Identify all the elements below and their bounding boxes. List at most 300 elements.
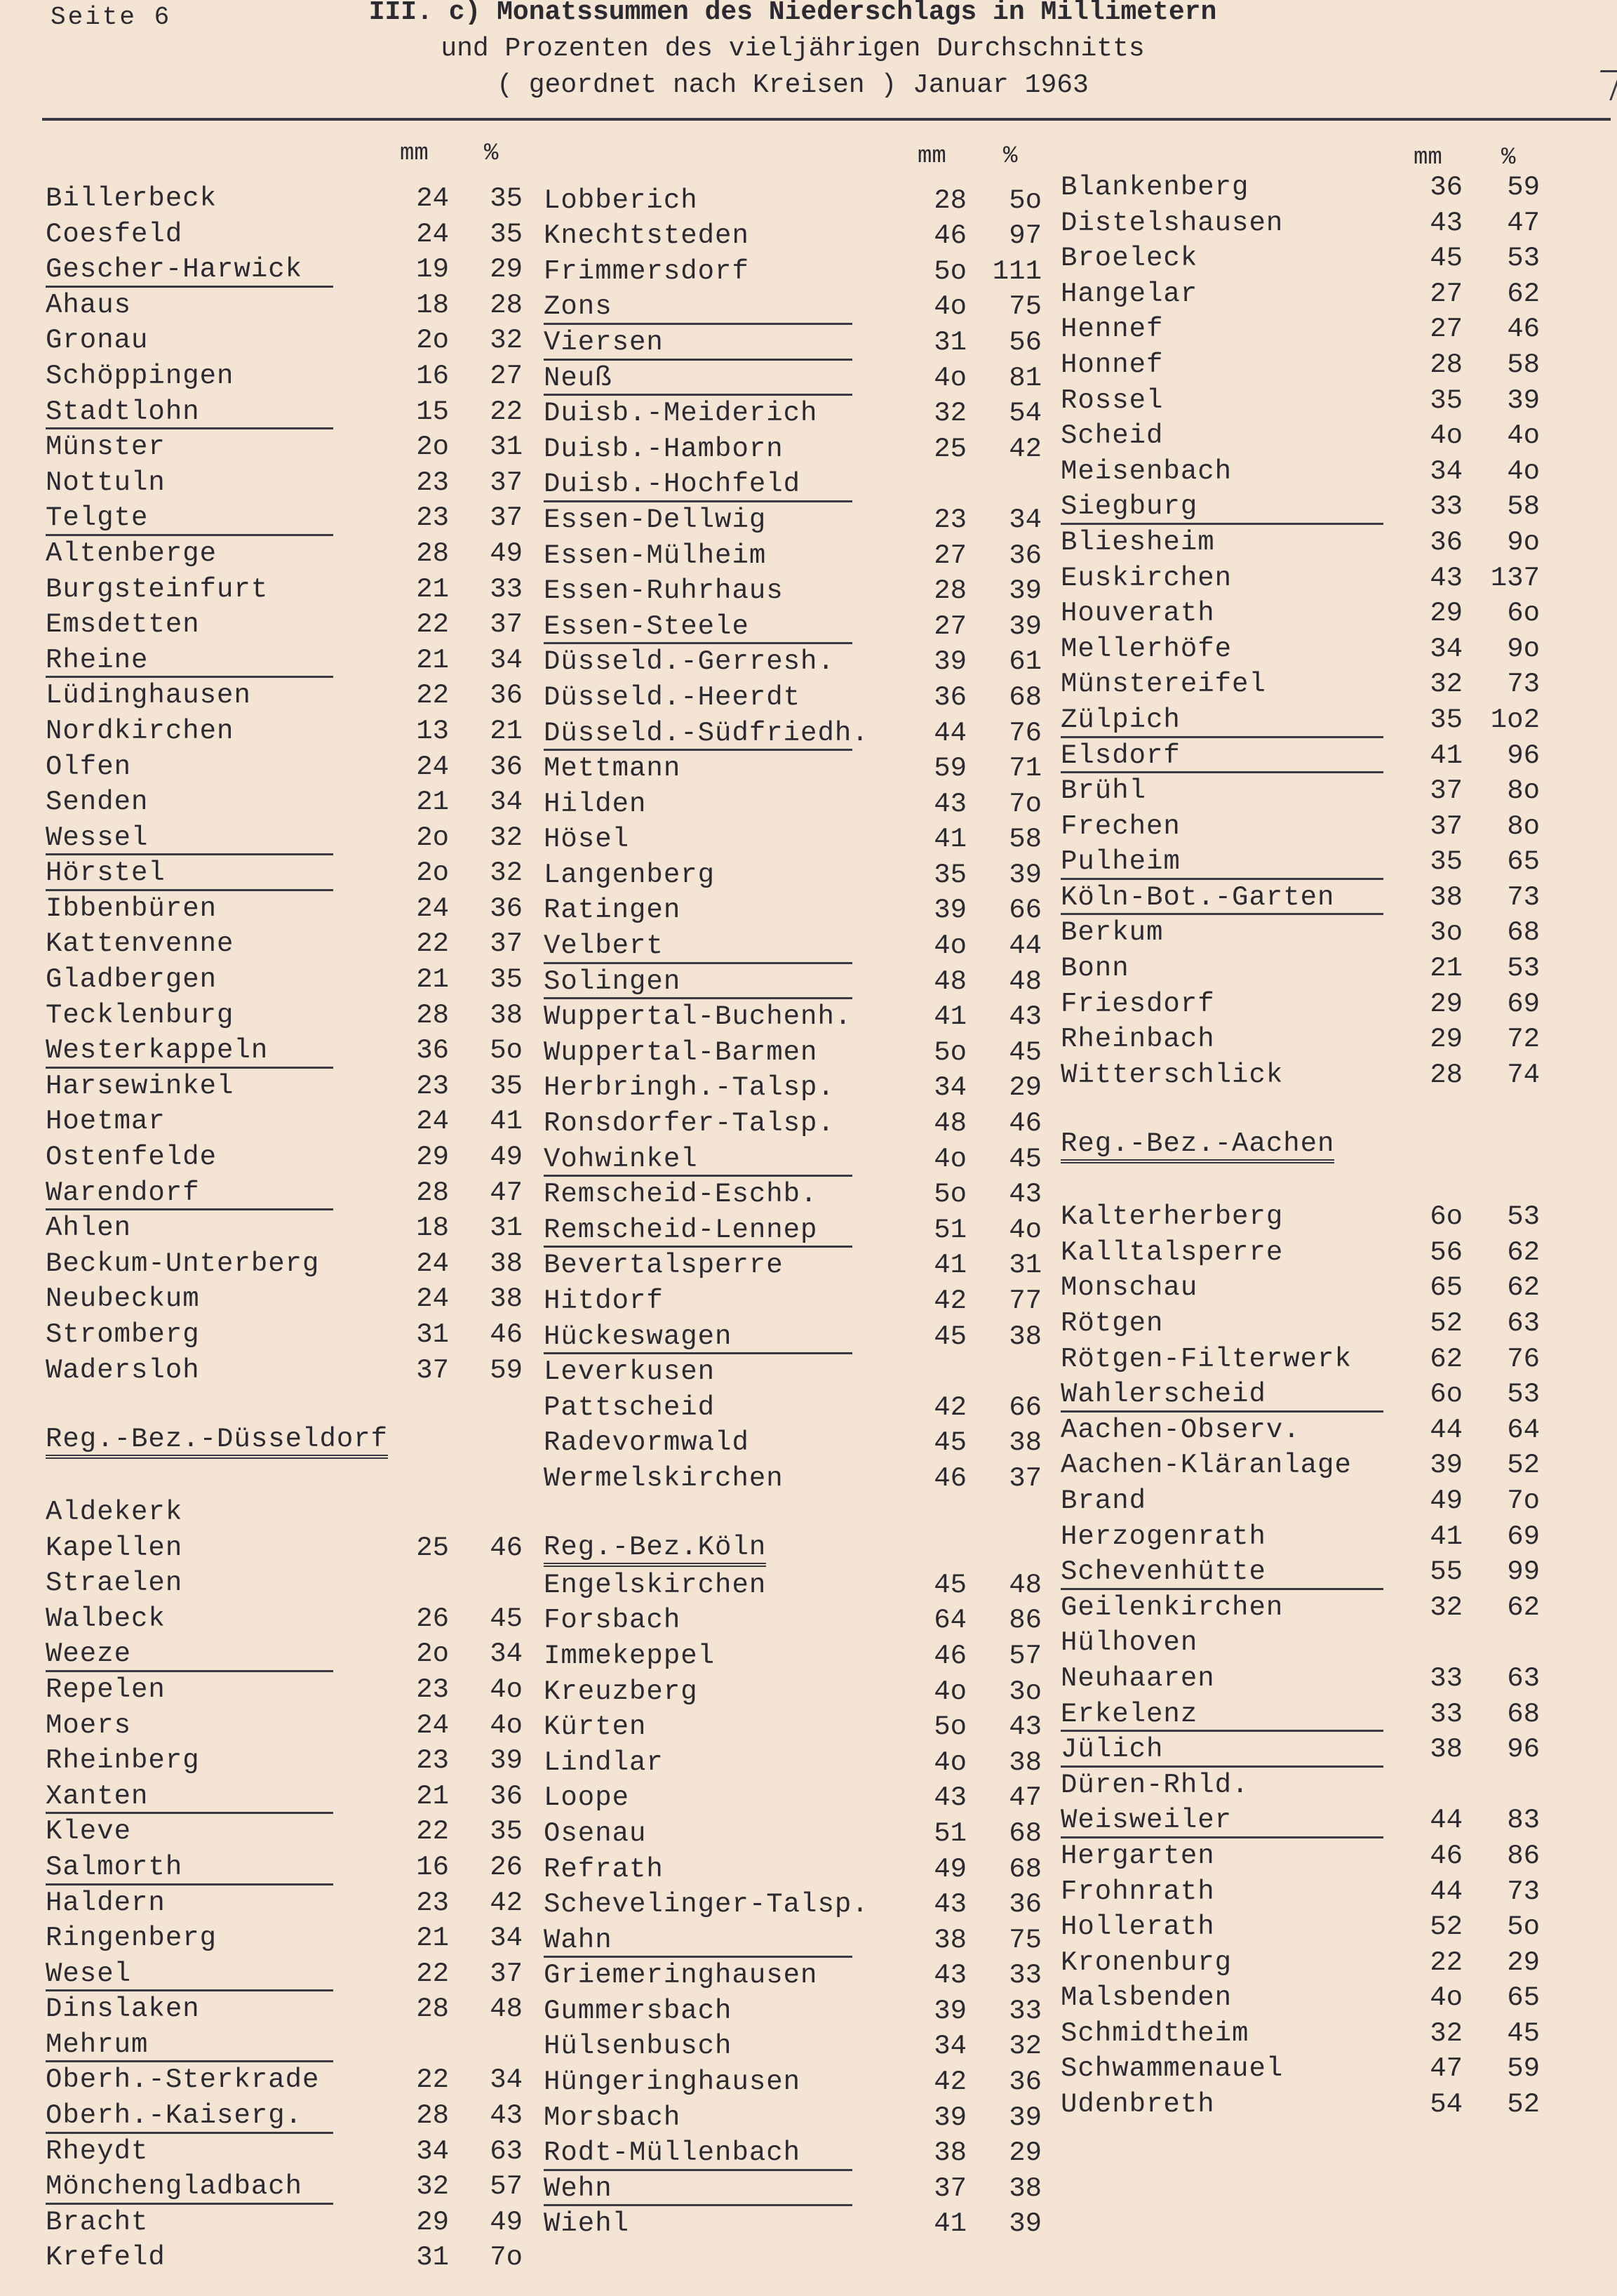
station-row xyxy=(46,1814,530,1850)
station-row xyxy=(1061,1909,1547,1945)
station-name: Bonn xyxy=(1061,953,1129,985)
percent-value: 42 xyxy=(1009,433,1042,465)
region-name: Reg.-Bez.-Düsseldorf xyxy=(46,1424,388,1459)
percent-value: 73 xyxy=(1507,1876,1540,1907)
station-name: Siegburg xyxy=(1061,491,1198,523)
percent-value: 35 xyxy=(490,1816,523,1848)
corner-mark xyxy=(1590,70,1617,100)
station-row xyxy=(544,1425,1049,1461)
station-name: Olfen xyxy=(46,751,132,782)
station-name: Mettmann xyxy=(544,753,681,785)
station-row xyxy=(1061,418,1547,454)
station-name: Lüdinghausen xyxy=(46,680,251,712)
station-row xyxy=(46,2205,530,2241)
station-name: Wadersloh xyxy=(46,1354,200,1386)
station-row xyxy=(1061,1697,1547,1733)
station-row xyxy=(544,1497,1049,1533)
station-name: Kürten xyxy=(544,1711,647,1743)
mm-value: 32 xyxy=(1430,2017,1463,2049)
percent-value: 4o xyxy=(1507,455,1540,487)
percent-value: 65 xyxy=(1507,846,1540,878)
mm-value: 29 xyxy=(1430,598,1463,629)
mm-value: 52 xyxy=(1430,1308,1463,1339)
percent-value: 62 xyxy=(1507,1272,1540,1304)
station-name: Honnef xyxy=(1061,349,1164,380)
station-row xyxy=(46,2169,530,2205)
station-row xyxy=(1061,1093,1547,1128)
station-row xyxy=(46,926,530,962)
mm-value: 22 xyxy=(416,1958,449,1989)
station-row xyxy=(1061,1803,1547,1838)
percent-value: 39 xyxy=(1009,575,1042,607)
station-row xyxy=(46,252,530,288)
station-name: Griemeringhausen xyxy=(544,1960,818,1991)
title-line-1: III. c) Monatssummen des Niederschlags in Millimetern xyxy=(368,0,1217,27)
mm-value: 23 xyxy=(416,1674,449,1705)
station-row xyxy=(46,536,530,572)
percent-value: 47 xyxy=(1507,207,1540,239)
percent-value: 35 xyxy=(490,964,523,996)
station-name: Euskirchen xyxy=(1061,562,1233,594)
station-row xyxy=(46,217,530,253)
percent-value: 77 xyxy=(1009,1286,1042,1316)
station-name: Herbringh.-Talsp. xyxy=(544,1072,835,1104)
station-row xyxy=(544,432,1049,467)
station-row xyxy=(544,2064,1049,2100)
station-row xyxy=(544,1213,1049,1248)
station-row xyxy=(1061,347,1547,383)
mm-value: 23 xyxy=(416,467,449,498)
station-name: Harsewinkel xyxy=(46,1070,234,1102)
station-row xyxy=(544,1887,1049,1923)
percent-value: 49 xyxy=(490,538,523,569)
station-name: Essen-Ruhrhaus xyxy=(544,575,784,607)
mm-value: 3o xyxy=(1430,917,1463,949)
station-row xyxy=(1061,170,1547,206)
mm-value: 4o xyxy=(934,362,967,394)
mm-value: 21 xyxy=(416,573,449,605)
mm-value: 13 xyxy=(416,715,449,747)
station-row xyxy=(46,1140,530,1175)
mm-value: 27 xyxy=(934,610,967,642)
station-name: Ahlen xyxy=(46,1213,132,1244)
percent-value: 29 xyxy=(1009,2137,1042,2169)
mm-value: 47 xyxy=(1430,2053,1463,2085)
station-name: Kronenburg xyxy=(1061,1947,1233,1978)
percent-value: 62 xyxy=(1507,1591,1540,1623)
percent-value: 41 xyxy=(490,1106,523,1137)
station-row xyxy=(544,1390,1049,1426)
station-row xyxy=(544,1852,1049,1888)
mm-value: 48 xyxy=(934,966,967,997)
station-name: Berkum xyxy=(1061,917,1164,949)
mm-value: 41 xyxy=(934,2208,967,2240)
mm-value: 33 xyxy=(1430,491,1463,523)
mm-value: 28 xyxy=(416,1994,449,2025)
percent-value: 74 xyxy=(1507,1059,1540,1090)
station-row xyxy=(544,2206,1049,2242)
station-name: Repelen xyxy=(46,1674,166,1705)
mm-value: 46 xyxy=(1430,1840,1463,1871)
station-name: Schevenhütte xyxy=(1061,1556,1266,1588)
station-row xyxy=(1061,2051,1547,2087)
station-name: Wuppertal-Buchenh. xyxy=(544,1001,852,1033)
station-name: Velbert xyxy=(544,930,664,962)
station-row xyxy=(46,359,530,394)
percent-value: 96 xyxy=(1507,1734,1540,1766)
mm-value: 28 xyxy=(1430,1059,1463,1090)
mm-value: 64 xyxy=(934,1605,967,1636)
station-name: Oberh.-Kaiserg. xyxy=(46,2100,303,2132)
mm-value: 5o xyxy=(934,1179,967,1210)
mm-value: 16 xyxy=(416,360,449,392)
percent-value: 63 xyxy=(1507,1308,1540,1339)
percent-value: 36 xyxy=(490,680,523,712)
mm-header: mm xyxy=(400,140,429,167)
station-name: Warendorf xyxy=(46,1177,200,1208)
mm-value: 18 xyxy=(416,1213,449,1244)
percent-value: 62 xyxy=(1507,1236,1540,1268)
station-name: Kreuzberg xyxy=(544,1676,698,1707)
station-name: Wiehl xyxy=(544,2208,630,2240)
mm-value: 29 xyxy=(416,1142,449,1173)
percent-value: 46 xyxy=(490,1532,523,1563)
percent-value: 43 xyxy=(490,2100,523,2132)
percent-value: 75 xyxy=(1009,291,1042,323)
mm-value: 37 xyxy=(1430,775,1463,807)
station-row xyxy=(1061,383,1547,419)
station-name: Elsdorf xyxy=(1061,740,1181,771)
mm-value: 5o xyxy=(934,1711,967,1743)
station-name: Hoetmar xyxy=(46,1106,166,1137)
percent-value: 66 xyxy=(1009,1391,1042,1423)
column-2 xyxy=(544,143,1049,2242)
mm-value: 21 xyxy=(416,1923,449,1954)
mm-value: 45 xyxy=(1430,243,1463,274)
station-row xyxy=(544,289,1049,325)
mm-value: 45 xyxy=(934,1569,967,1601)
percent-value: 37 xyxy=(490,467,523,498)
mm-value: 34 xyxy=(934,1072,967,1104)
percent-value: 59 xyxy=(490,1354,523,1386)
station-row xyxy=(544,1923,1049,1958)
percent-value: 33 xyxy=(490,573,523,605)
station-name: Wahlerscheid xyxy=(1061,1379,1266,1410)
percent-value: 39 xyxy=(1009,859,1042,890)
region-name: Reg.-Bez.-Aachen xyxy=(1061,1128,1334,1163)
station-name: Vohwinkel xyxy=(544,1143,698,1175)
percent-value: 43 xyxy=(1009,1711,1042,1743)
percent-value: 45 xyxy=(1009,1036,1042,1068)
station-name: Hörstel xyxy=(46,857,166,889)
station-name: Malsbenden xyxy=(1061,1982,1233,2014)
percent-value: 36 xyxy=(490,893,523,924)
station-row xyxy=(1061,1590,1547,1626)
station-row xyxy=(544,1283,1049,1319)
station-name: Frimmersdorf xyxy=(544,255,749,287)
percent-value: 7o xyxy=(490,2242,523,2274)
station-name: Refrath xyxy=(544,1853,664,1885)
percent-value: 3o xyxy=(1009,1676,1042,1707)
station-name: Hilden xyxy=(544,788,647,820)
station-name: Duisb.-Hamborn xyxy=(544,433,784,465)
percent-value: 35 xyxy=(490,1070,523,1102)
station-name: Wermelskirchen xyxy=(544,1462,784,1494)
mm-value: 54 xyxy=(1430,2089,1463,2121)
mm-value: 36 xyxy=(1430,526,1463,558)
mm-value: 44 xyxy=(1430,1805,1463,1836)
station-name: Brühl xyxy=(1061,775,1147,807)
station-name: Stadtlohn xyxy=(46,396,200,427)
percent-value: 4o xyxy=(1009,1214,1042,1246)
station-name: Morsbach xyxy=(544,2102,681,2133)
station-row xyxy=(46,1601,530,1637)
mm-value: 33 xyxy=(1430,1662,1463,1694)
percent-value: 38 xyxy=(490,999,523,1031)
mm-value: 33 xyxy=(1430,1698,1463,1730)
station-name: Houverath xyxy=(1061,598,1215,629)
station-row xyxy=(1061,1164,1547,1200)
station-row xyxy=(1061,880,1547,916)
percent-value: 68 xyxy=(1009,1817,1042,1849)
station-row xyxy=(544,893,1049,928)
station-name: Köln-Bot.-Garten xyxy=(1061,881,1335,913)
station-name: Hitdorf xyxy=(544,1286,664,1316)
page-number: Seite 6 xyxy=(51,3,172,32)
percent-value: 37 xyxy=(490,609,523,641)
station-row xyxy=(544,2029,1049,2064)
station-name: Aachen-Kläranlage xyxy=(1061,1450,1352,1481)
station-row xyxy=(46,2240,530,2276)
mm-value: 38 xyxy=(934,1924,967,1956)
mm-value: 23 xyxy=(416,1070,449,1102)
station-row xyxy=(1061,1554,1547,1590)
station-row xyxy=(1061,987,1547,1022)
percent-value: 86 xyxy=(1507,1840,1540,1871)
mm-value: 21 xyxy=(1430,953,1463,985)
station-name: Essen-Mülheim xyxy=(544,540,767,571)
mm-value: 28 xyxy=(1430,349,1463,380)
station-row xyxy=(544,999,1049,1035)
station-row xyxy=(1061,1342,1547,1377)
station-row xyxy=(1061,1306,1547,1342)
station-row xyxy=(46,323,530,359)
region-name: Reg.-Bez.Köln xyxy=(544,1532,766,1567)
station-row xyxy=(544,1106,1049,1142)
station-name: Schmidtheim xyxy=(1061,2017,1249,2049)
station-name: Düren-Rhld. xyxy=(1061,1769,1249,1801)
station-row xyxy=(544,1035,1049,1071)
mm-value: 25 xyxy=(934,433,967,465)
mm-value: 28 xyxy=(416,1177,449,1208)
station-row xyxy=(544,857,1049,893)
station-name: Wessel xyxy=(46,822,149,853)
percent-value: 64 xyxy=(1507,1414,1540,1446)
percent-value: 5o xyxy=(490,1035,523,1067)
station-name: Salmorth xyxy=(46,1851,183,1883)
station-row xyxy=(46,643,530,679)
station-name: Meisenbach xyxy=(1061,455,1233,487)
station-row xyxy=(46,1956,530,1992)
station-name: Rötgen xyxy=(1061,1308,1164,1339)
percent-value: 34 xyxy=(490,644,523,676)
mm-value: 22 xyxy=(416,2064,449,2096)
column-3 xyxy=(1061,145,1547,2123)
percent-value: 37 xyxy=(490,1958,523,1989)
station-name: Rossel xyxy=(1061,385,1164,416)
station-name: Oberh.-Sterkrade xyxy=(46,2064,320,2096)
station-name: Ringenberg xyxy=(46,1923,217,1954)
mm-value: 22 xyxy=(1430,1947,1463,1978)
percent-value: 58 xyxy=(1507,491,1540,523)
station-row xyxy=(1061,844,1547,880)
mm-value: 24 xyxy=(416,893,449,924)
mm-value: 4o xyxy=(934,1676,967,1707)
percent-value: 68 xyxy=(1009,1853,1042,1885)
station-name: Broeleck xyxy=(1061,243,1198,274)
station-name: Düsseld.-Gerresh. xyxy=(544,646,835,678)
mm-value: 6o xyxy=(1430,1379,1463,1410)
station-row xyxy=(544,1568,1049,1603)
station-row xyxy=(46,1708,530,1744)
station-name: Hüngeringhausen xyxy=(544,2067,801,2098)
station-row xyxy=(46,678,530,714)
percent-value: 21 xyxy=(490,715,523,747)
percent-value: 69 xyxy=(1507,988,1540,1020)
station-row xyxy=(1061,809,1547,845)
station-name: Ronsdorfer-Talsp. xyxy=(544,1108,835,1140)
percent-value: 31 xyxy=(490,432,523,463)
station-row xyxy=(544,1780,1049,1816)
mm-value: 29 xyxy=(416,2206,449,2238)
station-name: Hülsenbusch xyxy=(544,2031,732,2062)
mm-value: 41 xyxy=(1430,1521,1463,1552)
station-name: Krefeld xyxy=(46,2242,166,2274)
station-row xyxy=(1061,1661,1547,1697)
station-row xyxy=(1061,1199,1547,1235)
mm-value: 49 xyxy=(934,1853,967,1885)
percent-value: 39 xyxy=(1009,610,1042,642)
station-name: Scheid xyxy=(1061,420,1164,452)
station-row xyxy=(1061,738,1547,774)
mm-value: 37 xyxy=(934,2172,967,2204)
station-row xyxy=(1061,1057,1547,1093)
station-name: Dinslaken xyxy=(46,1994,200,2025)
station-name: Knechtsteden xyxy=(544,220,749,252)
station-row xyxy=(544,1248,1049,1283)
page-title xyxy=(267,0,1319,104)
station-row xyxy=(1061,951,1547,987)
station-name: Herzogenrath xyxy=(1061,1521,1266,1552)
station-row xyxy=(544,147,1049,183)
mm-value: 24 xyxy=(416,1248,449,1279)
station-row xyxy=(46,1779,530,1815)
percent-value: 68 xyxy=(1009,681,1042,713)
station-name: Neuß xyxy=(544,362,612,394)
station-row xyxy=(46,500,530,536)
mm-value: 44 xyxy=(1430,1876,1463,1907)
percent-value: 1o2 xyxy=(1490,704,1540,735)
mm-value: 32 xyxy=(416,2171,449,2203)
percent-value: 32 xyxy=(490,822,523,853)
station-name: Wehn xyxy=(544,2172,612,2204)
station-name: Frohnrath xyxy=(1061,1876,1215,1907)
mm-value: 24 xyxy=(416,218,449,250)
mm-value: 6o xyxy=(1430,1201,1463,1233)
percent-value: 39 xyxy=(1507,385,1540,416)
station-row xyxy=(544,2100,1049,2136)
percent-value: 45 xyxy=(1009,1143,1042,1175)
mm-value: 43 xyxy=(1430,207,1463,239)
percent-value: 4o xyxy=(490,1709,523,1741)
percent-value: 32 xyxy=(490,857,523,889)
mm-value: 28 xyxy=(416,999,449,1031)
station-row xyxy=(1061,206,1547,241)
mm-value: 19 xyxy=(416,254,449,286)
percent-value: 71 xyxy=(1009,753,1042,785)
percent-value: 39 xyxy=(1009,2102,1042,2133)
mm-value: 41 xyxy=(934,824,967,855)
percent-value: 61 xyxy=(1009,646,1042,678)
mm-value: 4o xyxy=(934,1143,967,1175)
station-row xyxy=(46,1281,530,1317)
mm-value: 28 xyxy=(416,2100,449,2132)
mm-value: 37 xyxy=(416,1354,449,1386)
station-row xyxy=(46,2098,530,2134)
mm-value: 45 xyxy=(934,1321,967,1352)
station-row xyxy=(544,254,1049,290)
station-name: Hennef xyxy=(1061,314,1164,345)
percent-value: 4o xyxy=(490,1674,523,1705)
mm-value: 35 xyxy=(1430,385,1463,416)
mm-value: 32 xyxy=(1430,669,1463,700)
mm-value: 24 xyxy=(416,1283,449,1315)
percent-value: 8o xyxy=(1507,810,1540,842)
station-name: Kattenvenne xyxy=(46,928,234,960)
mm-value: 2o xyxy=(416,857,449,889)
station-name: Essen-Steele xyxy=(544,610,749,642)
station-row xyxy=(544,573,1049,609)
percent-value: 5o xyxy=(1507,1911,1540,1943)
station-row xyxy=(1061,1625,1547,1661)
station-name: Kleve xyxy=(46,1816,132,1848)
station-row xyxy=(544,1638,1049,1674)
station-name: Nordkirchen xyxy=(46,715,234,747)
station-row xyxy=(46,1459,530,1495)
mm-value: 16 xyxy=(416,1851,449,1883)
station-row xyxy=(544,1745,1049,1781)
station-name: Weeze xyxy=(46,1638,132,1670)
percent-value: 57 xyxy=(1009,1640,1042,1671)
station-row xyxy=(46,1530,530,1566)
percent-value: 37 xyxy=(490,928,523,960)
station-row xyxy=(544,751,1049,787)
station-name: Billerbeck xyxy=(46,183,217,214)
station-name: Hergarten xyxy=(1061,1840,1215,1871)
mm-value: 4o xyxy=(1430,420,1463,452)
station-row xyxy=(544,644,1049,680)
station-row xyxy=(46,429,530,465)
station-name: Kapellen xyxy=(46,1532,183,1563)
percent-value: 36 xyxy=(1009,2067,1042,2098)
station-row xyxy=(46,1743,530,1779)
station-name: Monschau xyxy=(1061,1272,1198,1304)
station-name: Distelshausen xyxy=(1061,207,1284,239)
mm-value: 2o xyxy=(416,432,449,463)
mm-value: 21 xyxy=(416,1780,449,1812)
mm-value: 4o xyxy=(934,1747,967,1778)
percent-value: 76 xyxy=(1507,1343,1540,1375)
